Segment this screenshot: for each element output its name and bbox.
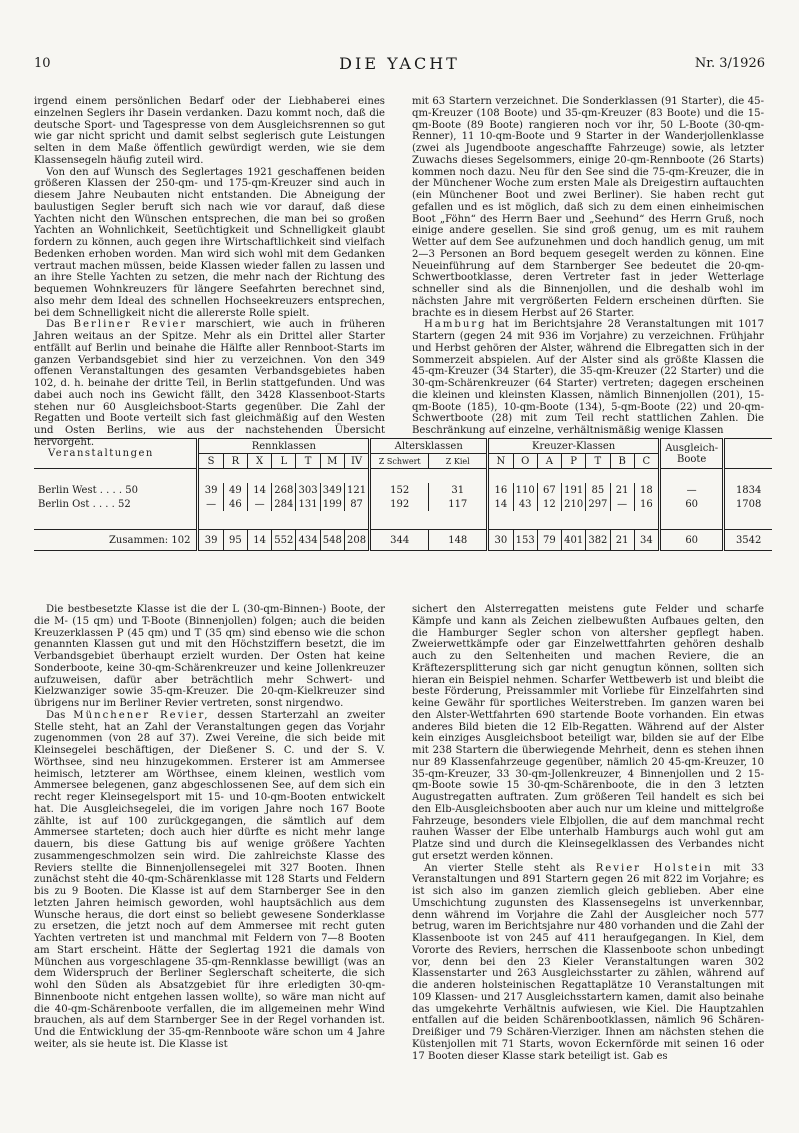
table-cell: 148 (429, 530, 488, 551)
group-rennklassen: Rennklassen (198, 439, 370, 454)
table-cell: 87 (344, 497, 369, 511)
table-cell: 46 (223, 497, 247, 511)
table-header-cell: T (296, 454, 320, 469)
table-cell: 18 (634, 483, 659, 497)
table-header-cell: Z Schwert (370, 454, 429, 469)
table-header-cell: X (247, 454, 271, 469)
table-cell: 43 (513, 497, 537, 511)
table-header-cell: S (198, 454, 223, 469)
group-altersklassen: Altersklassen (370, 439, 488, 454)
revier-heading-holstein: Revier Holstein (595, 862, 713, 874)
table-cell: 552 (272, 530, 296, 551)
table-cell: 192 (370, 497, 429, 511)
table-header-cell: O (513, 454, 537, 469)
text-column-top-left (34, 96, 385, 449)
revier-heading-berlin: Berliner Revier (73, 319, 188, 331)
paragraph (412, 319, 764, 437)
table-cell: 16 (488, 483, 513, 497)
table-header-cell: R (223, 454, 247, 469)
table-cell: 39 (198, 483, 223, 497)
table-cell: 1834 (724, 483, 772, 497)
paragraph-lead: Das (46, 709, 66, 721)
table-header-cell: B (610, 454, 634, 469)
table-cell: 110 (513, 483, 537, 497)
paragraph-lead: An vierter Stelle steht als (424, 862, 585, 874)
table-cell: 60 (660, 530, 724, 551)
table-cell: 401 (562, 530, 586, 551)
table-cell: 3542 (724, 530, 772, 551)
table-cell: 16 (634, 497, 659, 511)
revier-heading-hamburg: Hamburg (424, 319, 487, 331)
total-row-label: Zusammen: 102 (34, 530, 198, 551)
table-cell: 131 (296, 497, 320, 511)
table-cell: 31 (429, 483, 488, 497)
table-cell: — (198, 497, 223, 511)
table-total-row (34, 530, 772, 551)
table-cell: 297 (586, 497, 610, 511)
table-cell: — (660, 483, 724, 497)
table-cell: 191 (562, 483, 586, 497)
table-cell: — (247, 497, 271, 511)
table-cell: 1708 (724, 497, 772, 511)
table-cell: 117 (429, 497, 488, 511)
table-header-cell: Z Kiel (429, 454, 488, 469)
text-column-top-right (412, 96, 764, 437)
table-cell: 67 (537, 483, 561, 497)
paragraph (412, 863, 764, 1063)
page-header (34, 56, 765, 76)
total-header-cell (724, 439, 772, 469)
table-cell: 14 (488, 497, 513, 511)
row-label: Berlin Ost . . . . 52 (38, 498, 131, 510)
table-cell: 548 (320, 530, 344, 551)
table-cell: 21 (610, 483, 634, 497)
table-cell: 152 (370, 483, 429, 497)
table-cell: 14 (247, 483, 271, 497)
table-cell: 30 (488, 530, 513, 551)
table-row (34, 497, 772, 511)
revier-heading-muenchen: Münchener Revier, (73, 709, 210, 721)
table-header-cell: N (488, 454, 513, 469)
paragraph (34, 710, 385, 1051)
table-cell: — (610, 497, 634, 511)
table-header-cell: IV (344, 454, 369, 469)
page-number: 10 (34, 56, 51, 71)
paragraph: irgend einem persönlichen Bedarf oder der Liebhaberei eines einzelnen Seglers ihr Dasein verdanken. Dazu kommt noch, daß die deutsche Sport- und Tagespresse von dem Ausgleichsrennen so gut wie gar nicht spricht und damit selbst seglerisch gute Leistungen selten in dem Maße öffentlich gewürdigt werden, wie sie dem Klassensegeln häufig zuteil wird. (34, 96, 385, 166)
paragraph-body: hat im Berichtsjahre 28 Veranstaltungen mit 1017 Startern (gegen 24 mit 936 im Vorjahre) zu verzeichnen. Frühjahr und Herbst gehören der Alster, während die Elbregatten sich in der Sommerzeit abspielen. Auf der Alster sind als größte Klassen die 45-qm-Kreuzer (34 Starter), die 35-qm-Kreuzer (22 Starter) und die 30-qm-Schärenkreuzer (64 Starter) vertreten; dagegen erscheinen die kleinen und kleinsten Klassen, nämlich Binnenjollen (201), 15-qm-Boote (185), 10-qm-Boote (134), 5-qm-Boote (22) und 20-qm-Schwertboote (28) mit zum Teil recht stattlichen Zahlen. Die Beschränkung auf einzelne, verhältnismäßig wenige Klassen (412, 319, 764, 436)
table-cell: 85 (586, 483, 610, 497)
paragraph-body: mit 33 Veranstaltungen und 891 Startern gegen 26 mit 822 im Vorjahre; es ist sich also im ganzen ziemlich gleich geblieben. Aber eine Umschichtung zugunsten des Klassensegelns ist unverkennbar, denn während im Vorjahre die Zahl der Ausgleicher noch 577 betrug, waren im Berichtsjahre nur 480 vorhanden und die Zahl der Klassenboote ist von 245 auf 411 heraufgegangen. In Kiel, dem Vororte des Reviers, herrschen die Klassenboote schon unbedingt vor, denn bei den 23 Kieler Veranstaltungen waren 302 Klassenstarter und 263 Ausgleichsstarter zu zählen, während auf die anderen holsteinischen Regattaplätze 10 Veranstaltungen mit 109 Klassen- und 217 Ausgleichsstartern kamen, damit also beinahe das umgekehrte Verhältnis aufwiesen, wie Kiel. Die Hauptzahlen entfallen auf die beiden Schärenbootklassen, nämlich 96 Schären-Dreißiger und 79 Schären-Vierziger. Ihnen am nächsten stehen die Küstenjollen mit 71 Starts, wovon Eckernförde mit seinen 16 oder 17 Booten dieser Klasse stark beteiligt ist. Gab es (412, 862, 764, 1062)
table-header-cell: L (272, 454, 296, 469)
table-cell: 95 (223, 530, 247, 551)
paragraph: mit 63 Startern verzeichnet. Die Sonderklassen (91 Starter), die 45-qm-Kreuzer (108 Boote) und 35-qm-Kreuzer (83 Boote) und die 15-qm-Boote (89 Boote) rangieren noch vor ihr, 50 L-Boote (30-qm-Renner), 11 10-qm-Boote und 9 Starter in der Wanderjollenklasse (zwei als Jugendboote angeschaffte Fahrzeuge) sowie, als letzter Zuwachs dieses Segelsommers, einige 20-qm-Rennboote (26 Starts) kommen noch dazu. Neu für den See sind die 75-qm-Kreuzer, die in der Münchener Woche zum ersten Male als Dreigestirn auftauchten (ein Münchener Boot und zwei Berliner). Sie haben recht gut gefallen und es ist möglich, daß sich zu dem einen einheimischen Boot „Föhn“ des Herrn Baer und „Seehund“ des Herrn Gruß, noch einige andere gesellen. Sie sind groß genug, um es mit rauhem Wetter auf dem See aufzunehmen und doch handlich genug, um mit 2—3 Personen an Bord bequem gesegelt werden zu können. Eine Neueinführung auf dem Starnberger See bedeutet die 20-qm-Schwertbootklasse, deren Vertreter fast in jeder Wetterlage schneller sind als die Binnenjollen, und die deshalb wohl im nächsten Jahre mit vergrößerten Feldern erscheinen dürften. Sie brachte es in diesem Herbst auf 26 Starter. (412, 96, 764, 319)
paragraph (34, 319, 385, 448)
table-cell: 39 (198, 530, 223, 551)
table-cell: 434 (296, 530, 320, 551)
table-cell: 199 (320, 497, 344, 511)
table-cell: 208 (344, 530, 369, 551)
paragraph-body: dessen Starterzahl an zweiter Stelle steht, hat an Zahl der Veranstaltungen gegen das Vorjahr zugenommen (von 28 auf 37). Zwei Vereine, die sich beide mit Kleinsegelei beschäftigen, der Dießener S. C. und der S. V. Wörthsee, sind neu hinzugekommen. Ersterer ist am Ammersee heimisch, letzterer am Wörthsee, einem kleinen, westlich vom Ammersee belegenen, ganz abgeschlossenen See, auf dem sich ein recht reger Kleinsegelsport mit 15- und 10-qm-Booten entwickelt hat. Die Ausgleichsegelei, die im vorigen Jahre noch 167 Boote zählte, ist auf 100 zurückgegangen, die sämtlich auf dem Ammersee starteten; doch auch hier dürfte es nicht mehr lange dauern, bis diese Gattung bis auf wenige größere Yachten zusammengeschmolzen sein wird. Die zahlreichste Klasse des Reviers stellte die Binnenjollensegelei mit 327 Booten. Ihnen zunächst steht die 40-qm-Schärenklasse mit 128 Starts und Feldern bis zu 9 Booten. Die Klasse ist auf dem Starnberger See in den letzten Jahren heimisch geworden, wohl hauptsächlich aus dem Wunsche heraus, die dort einst so beliebt gewesene Sonderklasse zu ersetzen, die jetzt noch auf dem Ammersee mit recht guten Yachten vertreten ist und manchmal mit Feldern von 7—8 Booten am Start erscheint. Hätte der Seglertag 1921 die damals von München aus vorgeschlagene 35-qm-Rennklasse bewilligt (was an dem Widerspruch der Berliner Seglerschaft scheiterte, die sich wohl den Süden als Absatzgebiet für ihre erledigten 30-qm-Binnenboote nicht entgehen lassen wollte), so wäre man nicht auf die 40-qm-Schärenboote verfallen, die im allgemeinen mehr Wind brauchen, als auf dem Starnberger See in der Regel vorhanden ist. Und die Entwicklung der 35-qm-Rennboote wäre schon um 4 Jahre weiter, als sie heute ist. Die Klasse ist (34, 709, 385, 1050)
table-cell: 121 (344, 483, 369, 497)
table-cell: 79 (537, 530, 561, 551)
berlin-statistics-table (34, 438, 772, 551)
table-col-label: Veranstaltungen (34, 439, 198, 469)
table-cell: 210 (562, 497, 586, 511)
group-kreuzer: Kreuzer-Klassen (488, 439, 660, 454)
table-header-cell: T (586, 454, 610, 469)
table-cell: 12 (537, 497, 561, 511)
table-cell: 349 (320, 483, 344, 497)
table-cell: 21 (610, 530, 634, 551)
table-header-cell: C (634, 454, 659, 469)
table-cell: 49 (223, 483, 247, 497)
table-row (34, 483, 772, 497)
paragraph-lead: Das (46, 319, 66, 331)
paragraph: Die bestbesetzte Klasse ist die der L (30-qm-Binnen-) Boote, der die M- (15 qm) und T-Boote (Binnenjollen) folgen; auch die beiden Kreuzerklassen P (45 qm) und T (35 qm) sind ebenso wie die schon genannten Klassen gut und mit den Höchstziffern besetzt, die im Verbandsgebiet überhaupt erzielt wurden. Der Osten hat keine Sonderboote, keine 30-qm-Schärenkreuzer und keine Jollenkreuzer aufzuweisen, dafür aber beträchtlich mehr Schwert- und Kielzwanziger sowie 35-qm-Kreuzer. Die 20-qm-Kielkreuzer sind übrigens nur im Berliner Revier vertreten, sonst nirgendwo. (34, 604, 385, 709)
paragraph: Von den auf Wunsch des Seglertages 1921 geschaffenen beiden größeren Klassen der 250-qm- und 175-qm-Kreuzer sind auch in diesem Jahre Neubauten nicht entstanden. Die Abneigung der baulustigen Segler beruft sich nach wie vor darauf, daß diese Yachten nicht den Wünschen entsprechen, die man bei so großen Yachten an Wohnlichkeit, Seetüchtigkeit und Schnelligkeit glaubt fordern zu können, auch gegen ihre Wirtschaftlichkeit sind vielfach Bedenken erhoben worden. Man wird sich wohl mit dem Gedanken vertraut machen müssen, beide Klassen wieder fallen zu lassen und an ihre Stelle Yachten zu setzen, die mehr nach der Richtung des bequemen Wohnkreuzers für längere Seefahrten berechnet sind, also mehr dem Ideal des schnellen Hochseekreuzers entsprechen, bei dem Schnelligkeit nicht die allererste Rolle spielt. (34, 166, 385, 319)
table-cell: 284 (272, 497, 296, 511)
table-cell: 268 (272, 483, 296, 497)
table-cell: 14 (247, 530, 271, 551)
table-cell: 60 (660, 497, 724, 511)
table-cell: 34 (634, 530, 659, 551)
table-header-cell: M (320, 454, 344, 469)
table-cell: 153 (513, 530, 537, 551)
text-column-bottom-right (412, 604, 764, 1062)
masthead-title: DIE YACHT (339, 54, 460, 73)
table-cell: 303 (296, 483, 320, 497)
paragraph: sichert den Alsterregatten meistens gute Felder und scharfe Kämpfe und kann als Zeichen zielbewußten Aufbaues gelten, den die Hamburger Segler schon von altersher gepflegt haben. Zweierwettkämpfe oder gar Einzelwettfahrten gehören deshalb auch zu den Seltenheiten und machen Reviere, die an Kräftezersplitterung sich gar nicht genugtun können, sollten sich hieran ein Beispiel nehmen. Scharfer Wettbewerb ist und bleibt die beste Förderung, Preissammler mit Vorliebe für Einzelfahrten sind keine Gewähr für sportliches Weiterstreben. Im ganzen waren bei den Alster-Wettfahrten 690 startende Boote vorhanden. Ein etwas anderes Bild bieten die 12 Elb-Regatten. Während auf der Alster kein einziges Ausgleichsboot beteiligt war, bilden sie auf der Elbe mit 238 Startern die überwiegende Mehrheit, denn es stehen ihnen nur 89 Klassenfahrzeuge gegenüber, nämlich 20 45-qm-Kreuzer, 10 35-qm-Kreuzer, 33 30-qm-Jollenkreuzer, 4 Binnenjollen und 2 15-qm-Boote sowie 15 30-qm-Schärenboote, die in den 3 letzten Augustregatten auftraten. Zum größeren Teil handelt es sich bei den Elb-Ausgleichsbooten aber auch nur um kleine und mittelgroße Fahrzeuge, besonders viele Elbjollen, die auf dem manchmal recht rauhen Wasser der Elbe unterhalb Hamburgs auch wohl gut am Platze sind und durch die Kleinsegelklassen des Verbandes nicht gut ersetzt werden können. (412, 604, 764, 862)
table-cell: 382 (586, 530, 610, 551)
table-cell: 344 (370, 530, 429, 551)
group-ausgleich: Ausgleich-Boote (660, 439, 724, 469)
issue-number: Nr. 3/1926 (694, 56, 765, 71)
paragraph-body: marschiert, wie auch in früheren Jahren weitaus an der Spitze. Mehr als ein Drittel aller Starter entfällt auf Berlin und beinahe die Hälfte aller Rennboot-Starts im ganzen Verbandsgebiet sind hier zu verzeichnen. Von den 349 offenen Veranstaltungen des gesamten Verbandsgebietes haben 102, d. h. beinahe der dritte Teil, in Berlin stattgefunden. Und was dabei auch noch ins Gewicht fällt, den 3428 Klassenboot-Starts stehen nur 60 Ausgleichsboot-Starts gegenüber. Die Zahl der Regatten und Boote verteilt sich fast gleichmäßig auf den Westen und Osten Berlins, wie aus der nachstehenden Übersicht hervorgeht. (34, 319, 385, 448)
row-label: Berlin West . . . . 50 (38, 484, 138, 496)
table-header-cell: P (562, 454, 586, 469)
table-header-cell: A (537, 454, 561, 469)
text-column-bottom-left (34, 604, 385, 1051)
